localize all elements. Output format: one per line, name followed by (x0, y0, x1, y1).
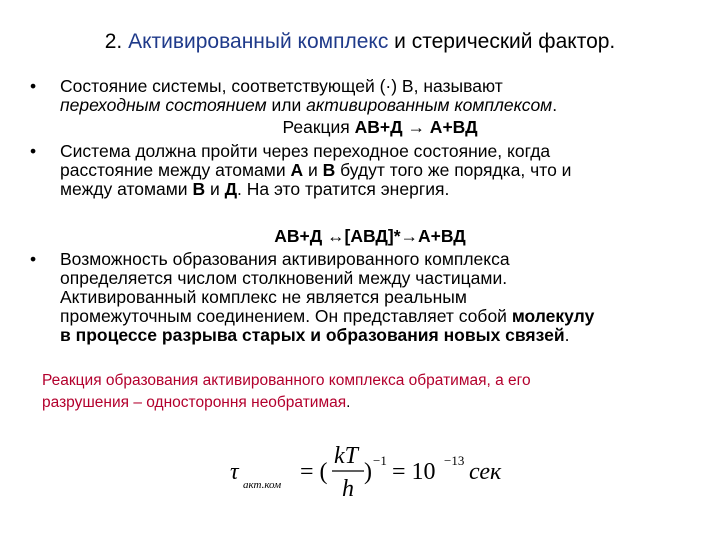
reaction-1 (20, 117, 720, 138)
bullet-marker-1: • (30, 76, 37, 96)
bullet-3-line-3: Активированный комплекс не является реальным (60, 287, 467, 307)
formula-equals-ten: = 10 (392, 459, 436, 485)
bullet-2-line-2 (60, 161, 700, 180)
formula-unit: сек (469, 459, 502, 485)
term-molecule: молекулу (511, 306, 595, 326)
reaction-2-equation: АВ+Д ↔[АВД]*→А+ВД (274, 226, 466, 246)
bullet-2-line-2a: расстояние между атомами (60, 160, 291, 180)
bullet-3-line-1: Возможность образования активированного комплекса (60, 249, 510, 269)
term-transition-state: переходным состоянием (60, 95, 267, 115)
formula-denominator: h (342, 476, 354, 500)
bullet-1-or: или (266, 95, 307, 115)
formula-exponent-2: −13 (444, 453, 465, 468)
note-end: . (346, 394, 351, 411)
bullet-2-line-2c: будут того же порядка, что и (335, 160, 572, 180)
bullet-2-line-3b: и (205, 179, 225, 199)
bullet-2-line-1: Система должна пройти через переходное состояние, когда (60, 141, 551, 161)
note-line-2 (42, 392, 702, 414)
bullet-2-line-2b: и (303, 160, 323, 180)
note-line-2-text: разрушения – одностороння необратимая (42, 394, 347, 411)
term-activated-complex: активированным комплексом (306, 95, 553, 115)
bullet-text-2 (60, 142, 700, 199)
note-line-1: Реакция образования активированного комплекса обратимая, а его (42, 372, 531, 389)
atom-d: Д (224, 179, 238, 199)
bullet-3-line-4 (60, 307, 700, 326)
bullet-marker-3: • (30, 249, 37, 269)
bullet-2-line-3a: между атомами (60, 179, 193, 199)
term-bond-breaking: в процессе разрыва старых и образования новых связей (60, 325, 565, 345)
reaction-1-equation: АВ+Д → А+ВД (354, 117, 478, 137)
formula-exponent-1: −1 (373, 453, 387, 468)
reversibility-note (42, 370, 702, 414)
atom-b: В (322, 160, 336, 180)
bullet-2-line-3 (60, 180, 700, 199)
bullet-1-end: . (552, 95, 558, 115)
title-rest: и стерический фактор. (394, 30, 616, 53)
formula-subscript: акт.ком (243, 479, 282, 491)
bullet-3-line-4a: промежуточным соединением. Он представляет собой (60, 306, 512, 326)
formula-tau: τ (230, 459, 239, 485)
title-highlight: Активированный комплекс (128, 30, 389, 53)
bullet-1-line-1: Состояние системы, соответствующей (·) В, называют (60, 76, 503, 96)
slide-title (0, 30, 720, 54)
formula-close: ) (364, 459, 372, 485)
reaction-2 (10, 226, 720, 247)
atom-b-2: В (192, 179, 206, 199)
bullet-3-line-5 (60, 326, 700, 345)
atom-a: А (290, 160, 304, 180)
reaction-1-label: Реакция (282, 117, 355, 137)
bullet-text-1 (60, 77, 700, 115)
bullet-marker-2: • (30, 141, 37, 161)
bullet-2-line-3c: . На это тратится энергия. (237, 179, 450, 199)
bullet-text-3 (60, 250, 700, 345)
bullet-3-line-2: определяется числом столкновений между частицами. (60, 268, 508, 288)
formula-numerator: kT (334, 443, 358, 469)
title-number: 2. (104, 30, 123, 53)
lifetime-formula (226, 440, 506, 500)
formula-equals-open: = ( (300, 459, 328, 485)
bullet-1-line-2 (60, 96, 700, 115)
bullet-3-end: . (564, 325, 570, 345)
